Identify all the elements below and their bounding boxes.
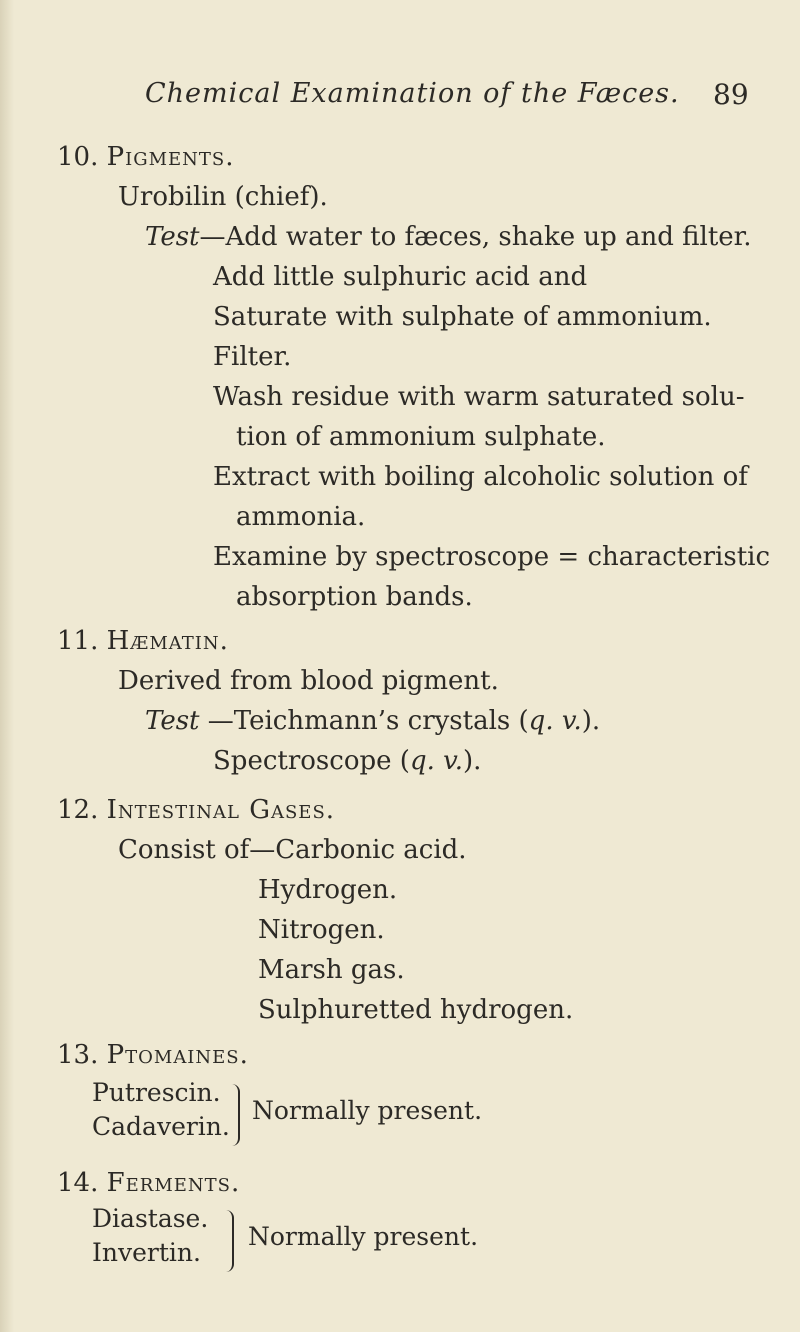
- gas-item: Nitrogen.: [258, 915, 385, 945]
- text-line: Add little sulphuric acid and: [213, 262, 588, 292]
- text-line: ammonia.: [236, 502, 366, 532]
- text-line: Extract with boiling alcoholic solution of: [213, 462, 748, 492]
- ptomaine-item: Cadaverin.: [92, 1112, 230, 1141]
- text-line: Wash residue with warm saturated solu-: [213, 382, 745, 412]
- running-header: Chemical Examination of the Fæces.: [145, 78, 680, 109]
- test-label: Test: [145, 222, 200, 252]
- section-10-heading: [57, 142, 235, 172]
- text-fragment: ).: [462, 746, 482, 776]
- text-fragment: Spectroscope (: [213, 746, 410, 776]
- spectroscope-line: [213, 746, 481, 776]
- section-12-heading: [57, 795, 335, 825]
- gas-item: Sulphuretted hydrogen.: [258, 995, 574, 1025]
- consist-line: Consist of—Carbonic acid.: [118, 835, 467, 865]
- section-title: Intestinal Gases.: [106, 795, 336, 825]
- brace: [222, 1210, 234, 1272]
- qv-ref: q. v.: [528, 706, 582, 736]
- section-14-heading: [57, 1168, 240, 1198]
- ferment-item: Invertin.: [92, 1238, 201, 1267]
- section-title: Ferments.: [106, 1168, 241, 1198]
- subheading: Derived from blood pigment.: [118, 666, 499, 696]
- section-number: 11.: [57, 626, 99, 656]
- text-line: Examine by spectroscope = characteristic: [213, 542, 771, 572]
- gas-item: Hydrogen.: [258, 875, 398, 905]
- section-title: Hæmatin.: [106, 626, 229, 656]
- ptomaine-item: Putrescin.: [92, 1078, 221, 1107]
- brace: [228, 1084, 240, 1146]
- text-fragment: ).: [581, 706, 601, 736]
- section-title: Ptomaines.: [106, 1040, 249, 1070]
- subheading: Urobilin (chief).: [118, 182, 328, 212]
- text-line: absorption bands.: [236, 582, 473, 612]
- ferment-item: Diastase.: [92, 1204, 209, 1233]
- text-line: —Add water to fæces, shake up and filter.: [199, 222, 752, 252]
- section-number: 14.: [57, 1168, 99, 1198]
- normally-present-note: Normally present.: [252, 1096, 483, 1125]
- test-label: Test: [145, 706, 200, 736]
- text-line: Saturate with sulphate of ammonium.: [213, 302, 712, 332]
- text-line: Filter.: [213, 342, 292, 372]
- qv-ref: q. v.: [409, 746, 463, 776]
- section-13-heading: [57, 1040, 249, 1070]
- text-line: tion of ammonium sulphate.: [236, 422, 606, 452]
- section-11-heading: [57, 626, 229, 656]
- page-edge: [0, 0, 14, 1332]
- test-line: [145, 222, 752, 252]
- section-number: 13.: [57, 1040, 99, 1070]
- normally-present-note: Normally present.: [248, 1222, 479, 1251]
- gas-item: Marsh gas.: [258, 955, 405, 985]
- section-number: 10.: [57, 142, 99, 172]
- text-fragment: —Teichmann’s crystals (: [199, 706, 529, 736]
- section-number: 12.: [57, 795, 99, 825]
- section-title: Pigments.: [106, 142, 235, 172]
- test-line: [145, 706, 600, 736]
- page-number: 89: [713, 78, 749, 111]
